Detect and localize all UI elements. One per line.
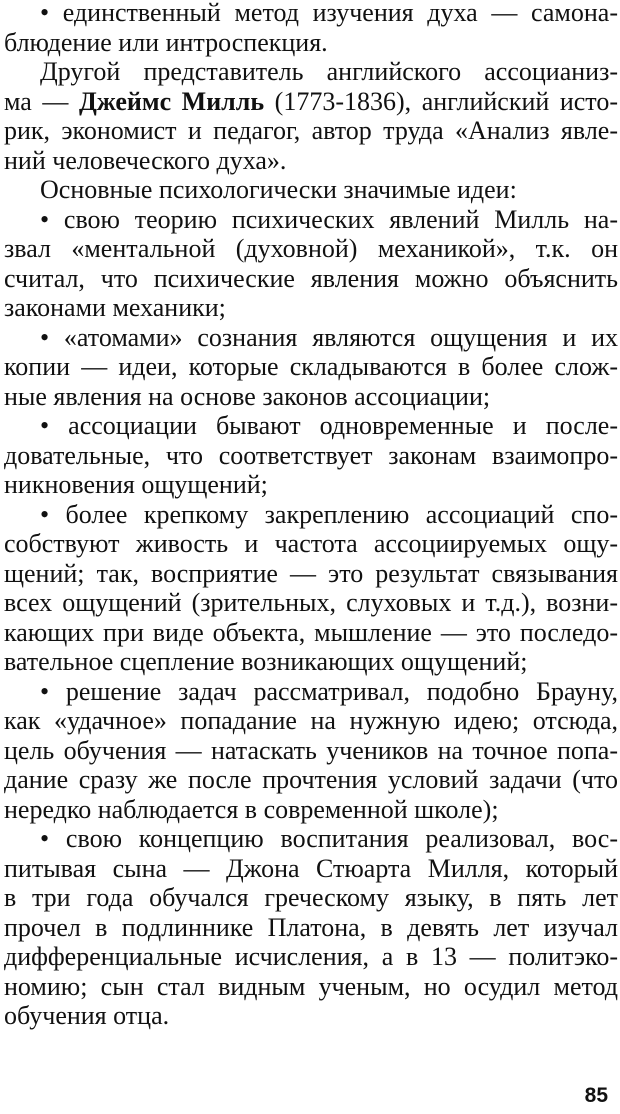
text-line: • более крепкому закреплению ассоциаций спо- [40, 499, 618, 529]
text-line: дифференциальные исчисления, а в 13 — политэко- [4, 942, 618, 971]
text-line: прочел в подлиннике Платона, в девять лет изучал [4, 912, 618, 942]
text-line: копии — идеи, которые складываются в более слож- [4, 352, 618, 381]
text-line: цель обучения — натаскать учеников на точное попа- [4, 735, 618, 765]
text-line: • решение задач рассматривал, подобно Брауну, [40, 676, 618, 706]
text-line: ний человеческого духа». [4, 145, 287, 175]
text-line: рик, экономист и педагог, автор труда «Анализ явле- [4, 116, 618, 145]
text-line: никновения ощущений; [4, 470, 268, 499]
text-line: собствуют живость и частота ассоциируемых ощу- [4, 529, 618, 558]
text-line: обучения отца. [4, 1001, 170, 1030]
text-line: номию; сын стал видным ученым, но осудил метод [4, 971, 618, 1001]
text-line: ные явления на основе законов ассоциации; [4, 381, 491, 411]
text-line: нередко наблюдается в современной школе); [4, 794, 499, 824]
text-line: питывая сына — Джона Стюарта Милля, который [4, 853, 618, 883]
text-line: Основные психологически значимые идеи: [40, 175, 517, 204]
text-line: Другой представитель английского ассоцианиз- [40, 57, 618, 86]
text-line: • «атомами» сознания являются ощущения и их [40, 322, 618, 352]
text-line: как «удачное» попадание на нужную идею; отсюда, [4, 706, 618, 735]
text-line: вательное сцепление возникающих ощущений; [4, 647, 528, 676]
text-line: • единственный метод изучения духа — самона- [40, 0, 618, 27]
text-line: • свою концепцию воспитания реализовал, вос- [40, 824, 618, 853]
text-line: довательные, что соответствует законам взаимопро- [4, 440, 618, 470]
text-line: дание сразу же после прочтения условий задачи (что [4, 765, 618, 794]
text-line: блюдение или интроспекция. [4, 27, 328, 57]
text-line: • свою теорию психических явлений Милль на- [40, 204, 618, 234]
text-line: считал, что психические явления можно объяснить [4, 263, 618, 293]
text-line: щений; так, восприятие — это результат связывания [4, 558, 618, 588]
text-segment: ма — [4, 86, 79, 116]
text-line: кающих при виде объекта, мышление — это последо- [4, 617, 618, 647]
text-line: звал «ментальной (духовной) механикой», т.к. он [4, 234, 618, 263]
text-line: законами механики; [4, 293, 226, 322]
text-line: в три года обучался греческому языку, в пять лет [4, 883, 618, 912]
text-line: всех ощущений (зрительных, слуховых и т.д.), возни- [4, 588, 618, 617]
page-number: 85 [584, 1084, 608, 1107]
text-line [4, 86, 618, 118]
text-line: • ассоциации бывают одновременные и после- [40, 411, 618, 440]
text-segment: (1773-1836), английский исто- [264, 86, 618, 116]
person-name: Джеймс Милль [78, 86, 265, 116]
